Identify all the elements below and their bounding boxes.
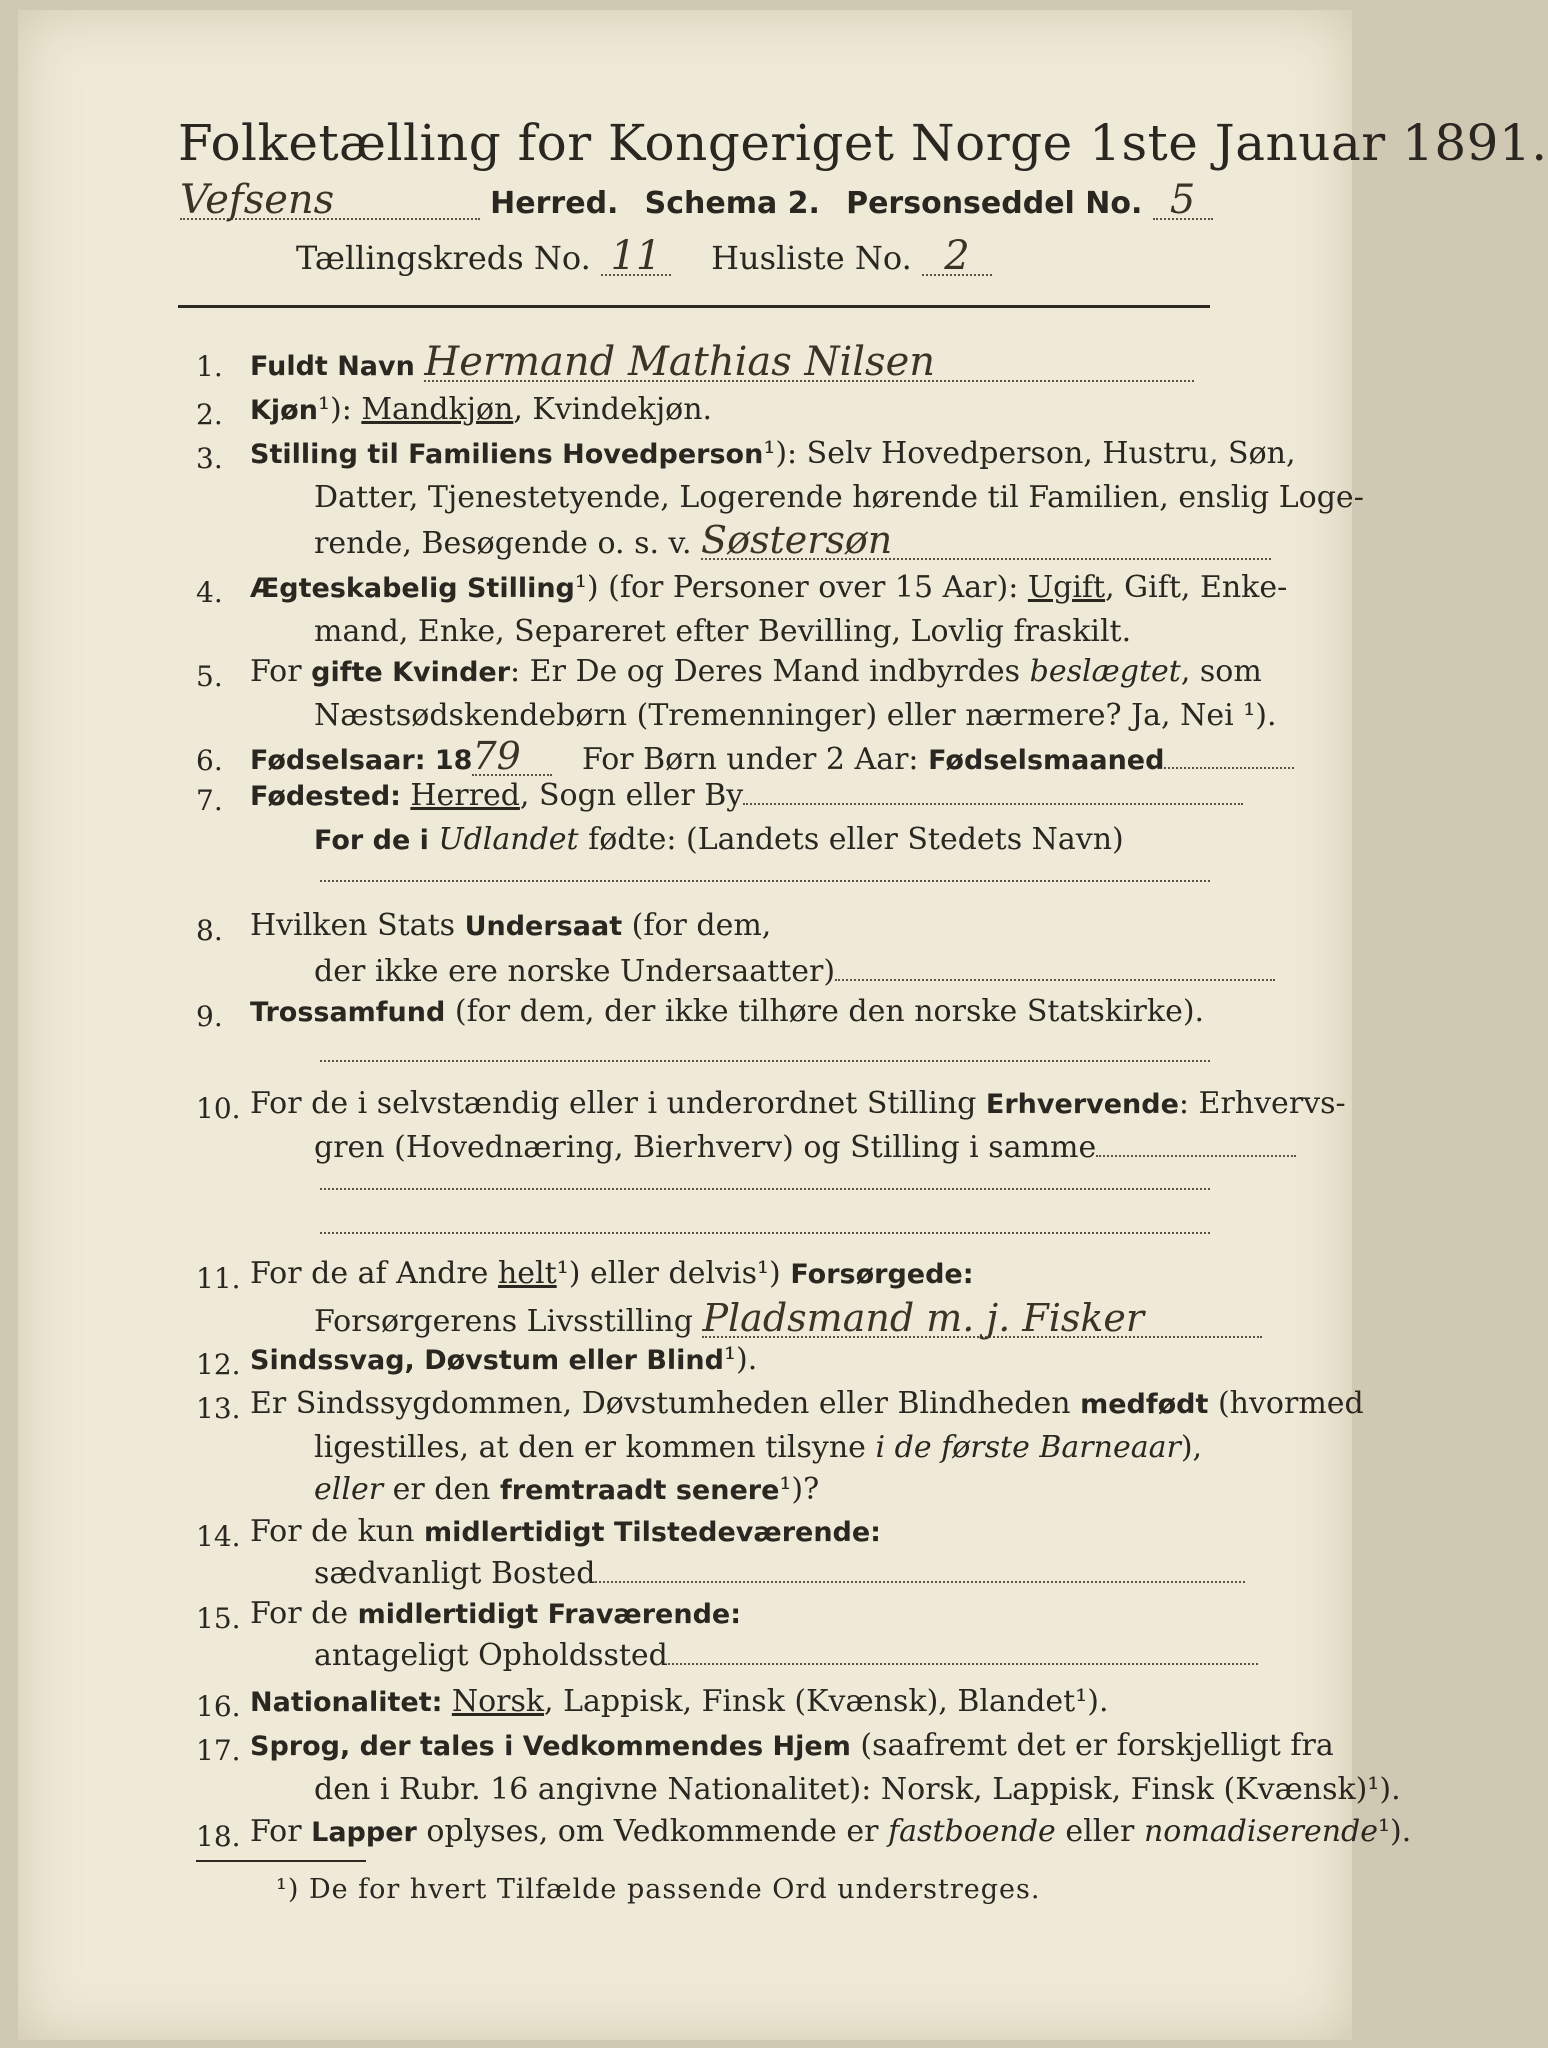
- item-11-helt: helt: [497, 1256, 557, 1291]
- item-2-text-b: , Kvindekjøn.: [513, 392, 713, 427]
- item-18: [250, 1814, 1411, 1851]
- item-15-line2-text: antageligt Opholdssted: [314, 1638, 668, 1673]
- item-3-line3: [314, 518, 1271, 562]
- item-13-text: Er Sindssygdommen, Døvstumheden eller Blindheden: [250, 1386, 1081, 1421]
- item-13-label: medfødt: [1080, 1389, 1209, 1420]
- item-5-text-c: , som: [1180, 654, 1262, 689]
- item-16-text: , Lappisk, Finsk (Kvænsk), Blandet¹).: [544, 1684, 1109, 1719]
- item-5-text: For: [250, 654, 312, 689]
- item-number: 4.: [196, 576, 223, 609]
- item-5-italic: beslægtet: [1029, 654, 1181, 689]
- item-10: [250, 1086, 1346, 1123]
- item-17-label: Sprog, der tales i Vedkommendes Hjem: [250, 1731, 851, 1762]
- item-7-label: Fødested:: [250, 781, 411, 812]
- personseddel-value: 5: [1153, 182, 1213, 220]
- item-11-line2-text: Forsørgerens Livsstilling: [314, 1304, 693, 1339]
- item-4-text-b: , Gift, Enke-: [1105, 570, 1288, 605]
- item-number: 14.: [196, 1520, 241, 1553]
- item-11-line2: [314, 1296, 1262, 1340]
- item-15-line2: [314, 1638, 1258, 1674]
- item-2: [250, 392, 712, 429]
- fill-line: [595, 1581, 1245, 1583]
- item-9-label: Trossamfund: [250, 997, 446, 1028]
- fill-line: [320, 1060, 1210, 1062]
- census-form-sheet: [18, 10, 1548, 2040]
- item-15: [250, 1596, 741, 1633]
- item-13-line2-italic: i de første Barneaar: [875, 1430, 1181, 1465]
- item-number: 8.: [196, 914, 223, 947]
- item-2-text: ):: [329, 392, 362, 427]
- fill-line: [320, 1232, 1210, 1234]
- item-15-text: For de: [250, 1596, 358, 1631]
- item-6-label: Fødselsaar: 18: [250, 745, 473, 776]
- item-13-line3-label: fremtraadt senere: [500, 1475, 780, 1506]
- item-18-text: For: [250, 1814, 312, 1849]
- item-16-label: Nationalitet:: [250, 1687, 452, 1718]
- item-13-line3-b: ¹)?: [779, 1472, 820, 1507]
- item-10-label: Erhvervende: [985, 1089, 1179, 1120]
- item-5-line2: Næstsødskendebørn (Tremenninger) eller nærmere? Ja, Nei ¹).: [314, 698, 1277, 733]
- item-11: [250, 1256, 974, 1293]
- footnote: ¹) De for hvert Tilfælde passende Ord understreges.: [276, 1874, 1041, 1905]
- footnote-rule: [196, 1860, 366, 1862]
- item-7-line2: [314, 822, 1124, 859]
- herred-label: Herred.: [490, 186, 619, 221]
- item-8-text-b: (for dem,: [622, 908, 772, 943]
- item-13-line3-italic: eller: [314, 1472, 384, 1507]
- item-5-text-b: : Er De og Deres Mand indbyrdes: [510, 654, 1030, 689]
- fill-line: [743, 803, 1243, 805]
- item-number: 15.: [196, 1602, 241, 1635]
- personseddel-label: Personseddel No.: [846, 186, 1143, 221]
- item-2-mandkjøn: Mandkjøn: [361, 392, 514, 427]
- item-18-italic-b: nomadiserende: [1143, 1814, 1378, 1849]
- item-3: [250, 436, 1296, 473]
- item-8-line2-text: der ikke ere norske Undersaatter): [314, 954, 836, 989]
- item-9: [250, 994, 1204, 1031]
- item-number: 11.: [196, 1262, 241, 1295]
- item-number: 10.: [196, 1092, 241, 1125]
- item-13-line2-a: ligestilles, at den er kommen tilsyne: [314, 1430, 876, 1465]
- item-number: 17.: [196, 1734, 241, 1767]
- item-number: 3.: [196, 442, 223, 475]
- item-14-line2: [314, 1556, 1245, 1592]
- item-number: 1.: [196, 350, 223, 383]
- fill-line: [835, 979, 1275, 981]
- item-17: [250, 1728, 1334, 1765]
- form-title: Folketælling for Kongeriget Norge 1ste Januar 1891.: [178, 114, 1548, 172]
- item-3-text: ¹): Selv Hovedperson, Hustru, Søn,: [763, 436, 1296, 471]
- item-5: [250, 654, 1262, 691]
- herred-line: [180, 177, 1213, 223]
- item-number: 6.: [196, 744, 223, 777]
- item-10-text-b: : Erhvervs-: [1178, 1086, 1346, 1121]
- husliste-value: 2: [922, 238, 992, 276]
- tællingskreds-value: 11: [601, 238, 671, 276]
- item-8-text: Hvilken Stats: [250, 908, 465, 943]
- item-18-text-d: ¹).: [1377, 1814, 1412, 1849]
- item-number: 13.: [196, 1392, 241, 1425]
- item-7-line2-a: For de i: [314, 825, 439, 856]
- item-18-italic-a: fastboende: [888, 1814, 1056, 1849]
- item-6: [250, 734, 1294, 779]
- item-1: [250, 339, 1194, 385]
- item-12-text: ¹).: [723, 1342, 758, 1377]
- item-10-text: For de i selvstændig eller i underordnet Stilling: [250, 1086, 986, 1121]
- item-number: 7.: [196, 784, 223, 817]
- item-18-label: Lapper: [311, 1817, 417, 1848]
- item-7-udlandet: Udlandet: [438, 822, 579, 857]
- item-13-line2-b: ),: [1180, 1430, 1203, 1465]
- item-number: 18.: [196, 1820, 241, 1853]
- fill-line: [320, 880, 1210, 882]
- item-7-herred: Herred: [410, 778, 520, 813]
- item-3-value: Søstersøn: [701, 522, 1271, 560]
- item-number: 2.: [196, 398, 223, 431]
- item-1-label: Fuldt Navn: [250, 351, 415, 382]
- fill-line: [320, 1188, 1210, 1190]
- item-13-line2: [314, 1430, 1202, 1466]
- item-3-label: Stilling til Familiens Hovedperson: [250, 439, 764, 470]
- item-12-label: Sindssvag, Døvstum eller Blind: [250, 1345, 724, 1376]
- item-4-label: Ægteskabelig Stilling: [250, 573, 575, 604]
- item-13-text-b: (hvormed: [1208, 1386, 1364, 1421]
- item-11-label: Forsørgede:: [790, 1259, 974, 1290]
- item-14-line2-text: sædvanligt Bosted: [314, 1556, 596, 1591]
- herred-value: Vefsens: [180, 182, 480, 220]
- item-18-text-c: eller: [1055, 1814, 1144, 1849]
- kreds-line: [296, 233, 992, 279]
- item-4: [250, 570, 1287, 607]
- item-10-line2: [314, 1130, 1296, 1166]
- fill-line: [1096, 1155, 1296, 1157]
- item-13-line3-a: er den: [383, 1472, 501, 1507]
- item-number: 16.: [196, 1690, 241, 1723]
- item-14-text: For de kun: [250, 1514, 424, 1549]
- item-2-label: Kjøn: [250, 395, 318, 426]
- item-15-label: midlertidigt Fraværende:: [357, 1599, 742, 1630]
- item-5-label: gifte Kvinder: [311, 657, 511, 688]
- item-13-line3: [314, 1472, 819, 1509]
- header-rule: [178, 305, 1210, 308]
- item-11-text: For de af Andre: [250, 1256, 498, 1291]
- item-6-text: For Børn under 2 Aar:: [582, 742, 929, 777]
- item-6-value: 79: [472, 738, 552, 776]
- item-14-label: midlertidigt Tilstedeværende:: [423, 1517, 881, 1548]
- fill-line: [1164, 767, 1294, 769]
- item-10-line2-text: gren (Hovednæring, Bierhverv) og Stilling i samme: [314, 1130, 1097, 1165]
- item-3-line3-text: rende, Besøgende o. s. v.: [314, 526, 692, 561]
- item-1-value: Hermand Mathias Nilsen: [424, 344, 1194, 382]
- husliste-label: Husliste No.: [711, 239, 912, 277]
- item-18-text-b: oplyses, om Vedkommende er: [416, 1814, 889, 1849]
- item-17-text: (saafremt det er forskjelligt fra: [850, 1728, 1334, 1763]
- item-8: [250, 908, 771, 945]
- item-4-ugift: Ugift: [1027, 570, 1106, 605]
- item-4-line2: mand, Enke, Separeret efter Bevilling, Lovlig fraskilt.: [314, 614, 1132, 649]
- item-4-text: ¹) (for Personer over 15 Aar):: [574, 570, 1028, 605]
- footnote-marker: ¹: [317, 392, 330, 427]
- item-7-text: , Sogn eller By: [519, 778, 744, 813]
- item-number: 5.: [196, 660, 223, 693]
- item-9-text: (for dem, der ikke tilhøre den norske Statskirke).: [445, 994, 1205, 1029]
- item-number: 12.: [196, 1348, 241, 1381]
- item-13: [250, 1386, 1364, 1423]
- item-16-norsk: Norsk: [451, 1684, 545, 1719]
- item-6-label-b: Fødselsmaaned: [928, 745, 1165, 776]
- fill-line: [668, 1663, 1258, 1665]
- item-12: [250, 1342, 757, 1379]
- item-8-label: Undersaat: [464, 911, 623, 942]
- item-11-value: Pladsmand m. j. Fisker: [702, 1300, 1262, 1338]
- item-14: [250, 1514, 881, 1551]
- item-16: [250, 1684, 1108, 1721]
- item-7: [250, 778, 1243, 815]
- item-number: 9.: [196, 1000, 223, 1033]
- schema-label: Schema 2.: [644, 186, 820, 221]
- item-17-line2: den i Rubr. 16 angivne Nationalitet): Norsk, Lappisk, Finsk (Kvænsk)¹).: [314, 1772, 1401, 1807]
- item-8-line2: [314, 954, 1275, 990]
- item-7-line2-b: fødte: (Landets eller Stedets Navn): [578, 822, 1124, 857]
- item-11-text-b: ¹) eller delvis¹): [556, 1256, 791, 1291]
- item-3-line2: Datter, Tjenestetyende, Logerende hørende til Familien, enslig Loge-: [314, 480, 1364, 515]
- tællingskreds-label: Tællingskreds No.: [296, 239, 591, 277]
